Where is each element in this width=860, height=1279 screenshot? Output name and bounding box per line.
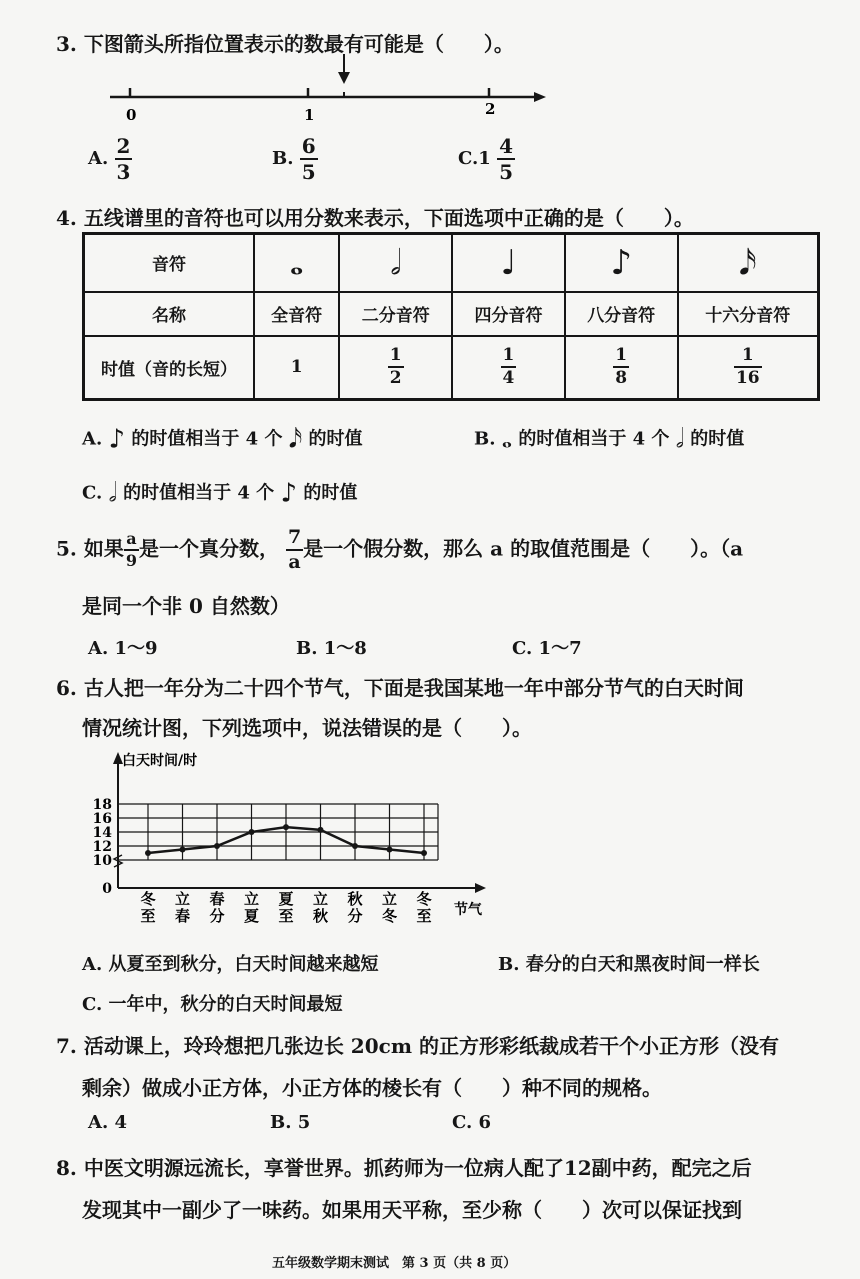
q6-stem-line2: 情况统计图，下列选项中，说法错误的是（ ）。 <box>82 716 532 740</box>
x-tick-label: 立 <box>174 890 191 908</box>
whole-note-icon: 𝅝 <box>501 424 513 454</box>
y-tick-label: 12 <box>92 839 112 855</box>
q6-option-b[interactable]: B. 春分的白天和黑夜时间一样长 <box>498 954 760 975</box>
data-point <box>180 847 186 853</box>
half-note-icon: 𝅗𝅥 <box>339 234 452 292</box>
q5-stem-line2: 是同一个非 0 自然数） <box>82 594 290 618</box>
x-tick-label: 立 <box>381 890 398 908</box>
x-tick-label: 夏 <box>243 907 260 925</box>
x-tick-label: 分 <box>209 907 225 925</box>
q5-option-c[interactable]: C. 1～7 <box>512 638 582 659</box>
x-tick-label: 冬 <box>416 890 432 908</box>
q3-stem: 3. 下图箭头所指位置表示的数最有可能是（ ）。 <box>56 32 514 56</box>
whole-note-icon: 𝅝 <box>254 234 339 292</box>
x-tick-label: 秋 <box>312 907 329 925</box>
duration-cell: $\frac{1}{2}$ <box>339 336 452 400</box>
q4-option-c[interactable]: C. 𝅗𝅥 的时值相当于 4 个 ♪ 的时值 <box>82 478 358 509</box>
q8-stem-line1: 8. 中医文明源远流长，享誉世界。抓药师为一位病人配了12副中药，配完之后 <box>56 1156 752 1180</box>
x-tick-label: 至 <box>140 907 156 925</box>
note-value-table <box>82 232 820 401</box>
q6-stem-line1: 6. 古人把一年分为二十四个节气，下面是我国某地一年中部分节气的白天时间 <box>56 676 744 700</box>
down-arrowhead-icon <box>338 72 350 84</box>
x-tick-label: 冬 <box>381 907 398 925</box>
q5-option-a[interactable]: A. 1～9 <box>88 638 158 659</box>
x-tick-label: 夏 <box>278 890 294 908</box>
sixteenth-note-icon: 𝅘𝅥𝅯 <box>678 234 819 292</box>
sixteenth-note-icon: 𝅘𝅥𝅯 <box>288 424 303 454</box>
q6-option-a[interactable]: A. 从夏至到秋分，白天时间越来越短 <box>82 954 379 975</box>
x-tick-label: 秋 <box>347 890 363 908</box>
quarter-note-icon: ♩ <box>452 234 565 292</box>
y-tick-label: 0 <box>102 881 112 897</box>
duration-cell: $\frac{1}{4}$ <box>452 336 565 400</box>
q8-stem-line2: 发现其中一副少了一味药。如果用天平称，至少称（ ）次可以保证找到 <box>82 1198 742 1222</box>
y-tick-label: 10 <box>92 853 112 869</box>
q7-option-b[interactable]: B. 5 <box>270 1112 311 1133</box>
page-footer: 五年级数学期末测试 第 3 页（共 8 页） <box>272 1256 517 1271</box>
tick-label-2: 2 <box>485 100 496 118</box>
q4-stem: 4. 五线谱里的音符也可以用分数来表示，下面选项中正确的是（ ）。 <box>56 206 694 230</box>
half-note-icon: 𝅗𝅥 <box>675 424 684 454</box>
duration-cell: 1 <box>254 336 339 400</box>
half-note-icon: 𝅗𝅥 <box>108 478 117 508</box>
q3-option-b[interactable]: B. $\frac{6}{5}$ <box>272 134 316 184</box>
note-name-cell: 八分音符 <box>565 292 678 336</box>
duration-cell: $\frac{1}{8}$ <box>565 336 678 400</box>
row-header-note: 音符 <box>84 234 255 292</box>
x-tick-label: 至 <box>416 907 432 925</box>
data-point <box>421 850 427 856</box>
data-point <box>145 850 151 856</box>
data-point <box>283 824 289 830</box>
data-point <box>249 829 255 835</box>
q5-option-b[interactable]: B. 1～8 <box>296 638 367 659</box>
x-tick-label: 春 <box>209 890 225 908</box>
eighth-note-icon: ♪ <box>565 234 678 292</box>
note-name-cell: 二分音符 <box>339 292 452 336</box>
x-tick-label: 立 <box>243 890 260 908</box>
x-tick-label: 分 <box>347 907 363 925</box>
row-header-name: 名称 <box>84 292 255 336</box>
x-axis-arrowhead <box>475 883 486 893</box>
data-point <box>387 847 393 853</box>
q4-option-b[interactable]: B. 𝅝 的时值相当于 4 个 𝅗𝅥 的时值 <box>474 424 745 454</box>
x-tick-label: 立 <box>312 890 329 908</box>
q7-option-a[interactable]: A. 4 <box>88 1112 128 1133</box>
axis-break-icon <box>114 855 122 867</box>
data-point <box>352 843 358 849</box>
x-tick-label: 冬 <box>140 890 156 908</box>
note-name-cell: 全音符 <box>254 292 339 336</box>
duration-cell: $\frac{1}{16}$ <box>678 336 819 400</box>
tick-label-1: 1 <box>304 106 315 124</box>
y-tick-label: 18 <box>92 797 112 813</box>
data-point <box>214 843 220 849</box>
note-name-cell: 四分音符 <box>452 292 565 336</box>
number-line-arrowhead <box>534 92 546 102</box>
x-tick-label: 春 <box>174 907 191 925</box>
tick-label-0: 0 <box>126 106 137 124</box>
q3-option-c[interactable]: C.1 $\frac{4}{5}$ <box>458 134 514 184</box>
q6-option-c[interactable]: C. 一年中，秋分的白天时间最短 <box>82 994 343 1015</box>
q7-stem-line2: 剩余）做成小正方体，小正方体的棱长有（ ）种不同的规格。 <box>82 1076 662 1100</box>
y-tick-label: 14 <box>92 825 112 841</box>
q5-stem: 5. 如果 $\frac{a}{9}$ 是一个真分数， $\frac{7}{a}$ 是一个假分数，那么 a 的取值范围是（ ）。（a <box>56 526 744 573</box>
q3-number-line <box>100 52 560 127</box>
y-tick-label: 16 <box>92 811 112 827</box>
x-tick-label: 至 <box>278 907 294 925</box>
q7-option-c[interactable]: C. 6 <box>452 1112 492 1133</box>
daylight-line-chart <box>70 748 510 934</box>
q3-option-a[interactable]: A. $\frac{2}{3}$ <box>88 134 131 184</box>
y-axis-title: 白天时间/时 <box>122 753 198 769</box>
row-header-duration: 时值（音的长短） <box>84 336 255 400</box>
data-point <box>318 827 324 833</box>
x-axis-title: 节气 <box>454 902 482 918</box>
eighth-note-icon: ♪ <box>280 478 298 509</box>
eighth-note-icon: ♪ <box>108 424 126 455</box>
q4-option-a[interactable]: A. ♪ 的时值相当于 4 个 𝅘𝅥𝅯 的时值 <box>82 424 363 455</box>
q7-stem-line1: 7. 活动课上，玲玲想把几张边长 20cm 的正方形彩纸裁成若干个小正方形（没有 <box>56 1034 779 1058</box>
note-name-cell: 十六分音符 <box>678 292 819 336</box>
